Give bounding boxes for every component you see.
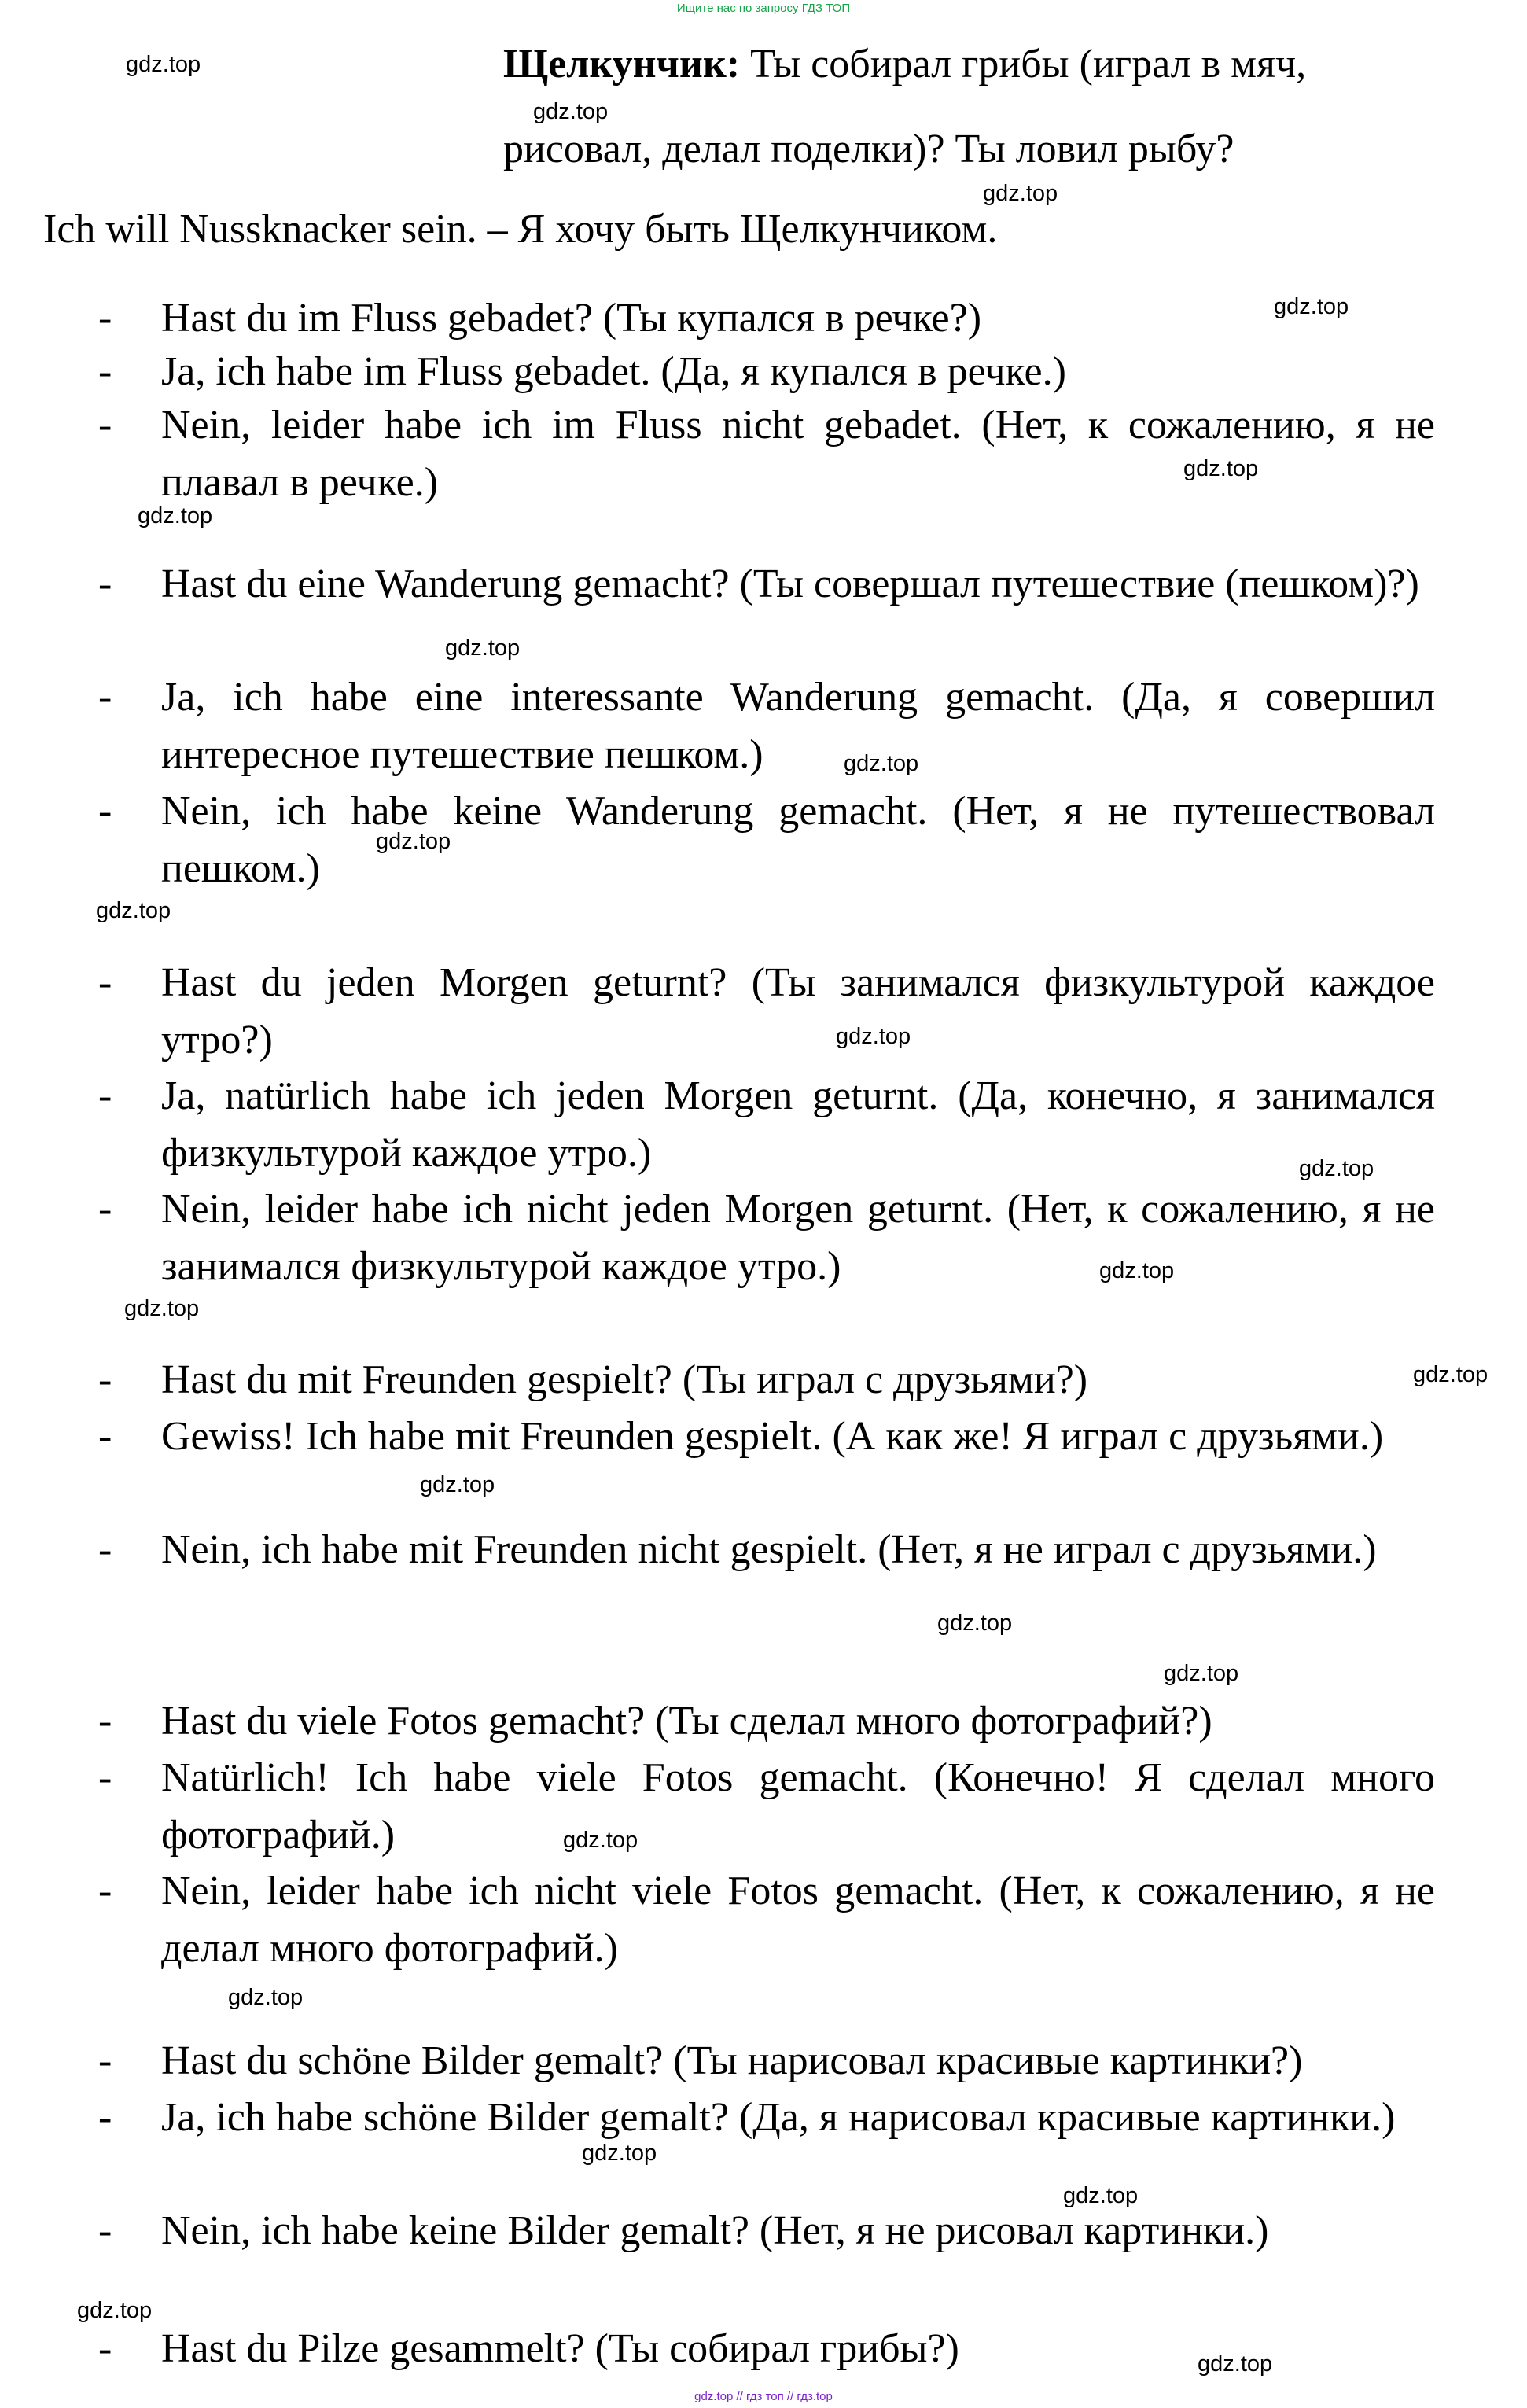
dash-bullet: - [98,1187,112,1232]
list-item [98,396,1435,511]
list-item-text: Ja, ich habe schöne Bilder gemalt? (Да, я нарисовал красивые картинки.) [161,2095,1396,2140]
list-item-text: Nein, leider habe ich im Fluss nicht gebadet. (Нет, к сожалению, я не плавал в речке.) [161,403,1435,505]
list-item-text: Ja, natürlich habe ich jeden Morgen geturnt. (Да, конечно, я занимался физкультурой каждое утро.) [161,1073,1435,1176]
list-item [98,2202,1435,2259]
list-item [98,289,1435,347]
intro-speaker: Щелкунчик: [503,42,741,87]
dash-bullet: - [98,789,112,834]
list-item-text: Hast du eine Wanderung gemacht? (Ты совершал путешествие (пешком)?) [161,561,1419,606]
dash-bullet: - [98,2326,112,2371]
dash-bullet: - [98,2208,112,2253]
list-item [98,2032,1435,2090]
list-item [98,1692,1435,1750]
dash-bullet: - [98,1414,112,1459]
dash-bullet: - [98,675,112,720]
watermark: gdz.top [445,635,521,661]
watermark: gdz.top [376,829,451,854]
list-item [98,668,1435,783]
list-item [98,1521,1435,1578]
list-item-text: Hast du jeden Morgen geturnt? (Ты занимался физкультурой каждое утро?) [161,960,1435,1062]
dash-bullet: - [98,561,112,606]
watermark: gdz.top [836,1024,911,1049]
watermark: gdz.top [533,99,609,124]
watermark: gdz.top [1099,1258,1175,1283]
watermark: gdz.top [1183,456,1259,481]
list-item-text: Nein, leider habe ich nicht jeden Morgen geturnt. (Нет, к сожалению, я не занимался физкультурой каждое утро.) [161,1187,1435,1289]
list-item-text: Hast du viele Fotos gemacht? (Ты сделал много фотографий?) [161,1699,1212,1743]
dash-bullet: - [98,1699,112,1743]
list-item-text: Ja, ich habe eine interessante Wanderung gemacht. (Да, я совершил интересное путешествие пешком.) [161,675,1435,777]
watermark: gdz.top [1299,1156,1374,1181]
list-item [98,1351,1435,1408]
top-banner: Ищите нас по запросу ГДЗ ТОП [676,2,851,15]
list-item [98,954,1435,1069]
watermark: gdz.top [126,52,201,77]
watermark: gdz.top [138,503,213,528]
list-item-text: Nein, ich habe mit Freunden nicht gespielt. (Нет, я не играл с друзьями.) [161,1527,1377,1572]
list-item [98,1180,1435,1295]
list-item-text: Natürlich! Ich habe viele Fotos gemacht. (Конечно! Я сделал много фотографий.) [161,1755,1435,1858]
watermark: gdz.top [228,1985,304,2010]
intro-line-2: рисовал, делал поделки)? Ты ловил рыбу? [503,127,1234,171]
watermark: gdz.top [844,751,919,776]
dash-bullet: - [98,2095,112,2140]
dash-bullet: - [98,1357,112,1402]
dash-bullet: - [98,2038,112,2083]
list-item [98,2089,1435,2146]
dash-bullet: - [98,960,112,1005]
dash-bullet: - [98,1073,112,1118]
intro-line-1 [503,41,1306,87]
watermark: gdz.top [983,181,1058,206]
dash-bullet: - [98,1869,112,1913]
watermark: gdz.top [582,2141,657,2166]
list-item [98,343,1435,400]
statement: Ich will Nussknacker sein. – Я хочу быть Щелкунчиком. [43,207,998,252]
list-item-text: Hast du mit Freunden gespielt? (Ты играл с друзьями?) [161,1357,1088,1402]
dash-bullet: - [98,1527,112,1572]
list-item-text: Nein, leider habe ich nicht viele Fotos gemacht. (Нет, к сожалению, я не делал много фотографий.) [161,1869,1435,1971]
watermark: gdz.top [1063,2183,1139,2208]
intro-line-1-text: Ты собирал грибы (играл в мяч, [750,42,1307,87]
list-item-text: Nein, ich habe keine Wanderung gemacht. (Нет, я не путешествовал пешком.) [161,789,1435,891]
list-item-text: Gewiss! Ich habe mit Freunden gespielt. (А как же! Я играл с друзьями.) [161,1414,1384,1459]
watermark: gdz.top [96,898,171,923]
watermark: gdz.top [1274,294,1349,319]
list-item-text: Hast du schöne Bilder gemalt? (Ты нарисовал красивые картинки?) [161,2038,1303,2083]
watermark: gdz.top [563,1828,638,1853]
list-item-text: Ja, ich habe im Fluss gebadet. (Да, я купался в речке.) [161,349,1066,394]
list-item-text: Hast du im Fluss gebadet? (Ты купался в речке?) [161,296,982,341]
watermark: gdz.top [420,1472,495,1497]
list-item [98,1408,1435,1465]
list-item [98,782,1435,897]
bottom-banner: gdz.top // гдз топ // гдз.top [694,2390,833,2403]
dash-bullet: - [98,1755,112,1800]
list-item-text: Nein, ich habe keine Bilder gemalt? (Нет, я не рисовал картинки.) [161,2208,1269,2253]
dash-bullet: - [98,349,112,394]
list-item [98,555,1435,613]
watermark: gdz.top [937,1611,1013,1636]
watermark: gdz.top [1198,2351,1273,2377]
watermark: gdz.top [124,1296,200,1321]
list-item-text: Hast du Pilze gesammelt? (Ты собирал грибы?) [161,2326,959,2371]
watermark: gdz.top [1164,1661,1239,1686]
dash-bullet: - [98,403,112,447]
watermark: gdz.top [77,2298,153,2323]
list-item [98,1067,1435,1182]
list-item [98,1749,1435,1864]
watermark: gdz.top [1413,1362,1488,1387]
list-item [98,1862,1435,1977]
dash-bullet: - [98,296,112,341]
